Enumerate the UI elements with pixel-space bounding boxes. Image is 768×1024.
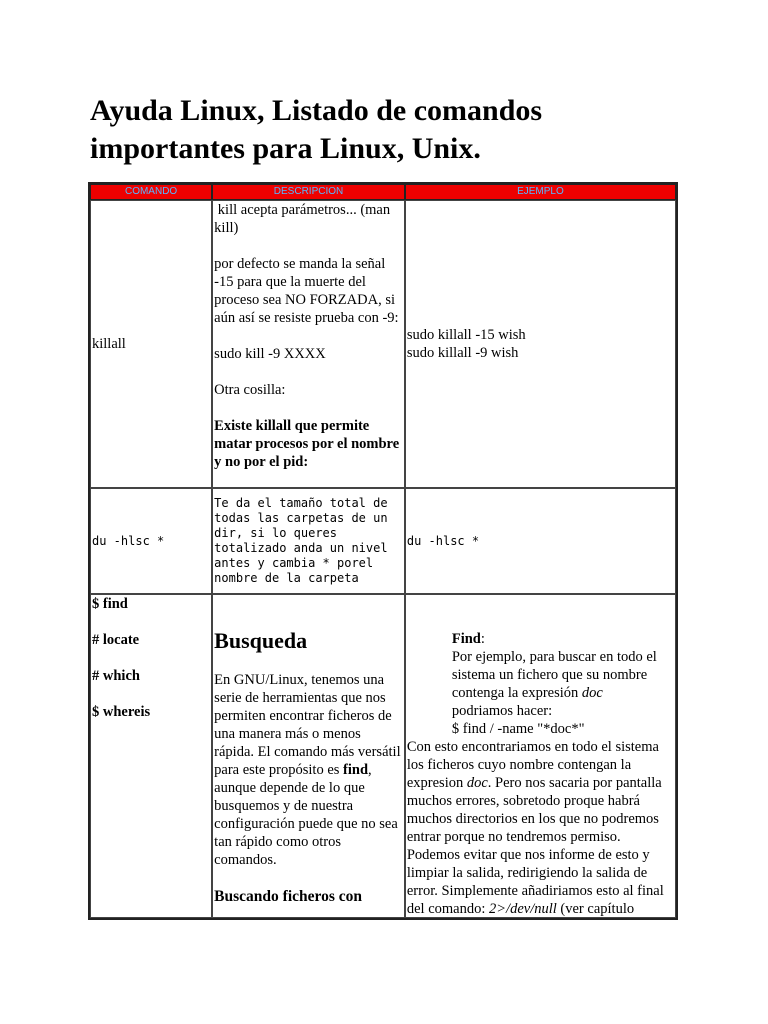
desc-line: Otra cosilla: [214,382,286,398]
command-cell [90,488,212,594]
table-row [90,594,676,918]
command-which: # which [92,668,140,684]
section-heading: Busqueda [214,628,308,653]
example-label: Find: [451,631,485,647]
desc-line: por defecto se manda la señal -15 para que la muerte del proceso sea NO FORZADA, si aún así se resiste prueba con -9: [214,256,399,326]
command-cell [90,594,212,918]
table-header [90,184,676,200]
header-comando: COMANDO [90,184,212,200]
page-title: Ayuda Linux, Listado de comandos importantes para Linux, Unix. [90,94,543,165]
desc-line: kill acepta parámetros... (man kill) [214,202,394,236]
desc-paragraph: En GNU/Linux, tenemos una serie de herramientas que nos permiten encontrar ficheros de una manera más o menos rápida. El comando más versátil para este propósito es find, aunque depende de lo que busquemos y de nuestra configuración puede que no sea tan rápido como otros comandos. [214,672,401,868]
example-cell [405,488,676,594]
command-cell [90,200,212,488]
example-line: du -hlsc * [406,533,480,548]
desc-text: Te da el tamaño total de todas las carpetas de un dir, si lo queres totalizado anda un nivel antes y cambia * porel nombre de la carpeta [214,496,388,585]
command-find: $ find [92,596,128,612]
commands-table [88,182,678,920]
table-row [90,200,676,488]
example-cell [405,200,676,488]
desc-line: Existe killall que permite matar procesos por el nombre y no por el pid: [214,418,400,470]
example-line: sudo killall -9 wish [406,345,519,361]
command-du: du -hlsc * [92,533,165,548]
command-locate: # locate [92,632,140,648]
example-paragraph: Con esto encontrariamos en todo el sistema los ficheros cuyo nombre contengan la expresion doc. Pero nos sacaria por pantalla muchos errores, sobretodo proque habrá muchos directorios en los que no podremos entrar porque no tendremos permiso. Podemos evitar que nos informe de esto y limpiar la salida, redirigiendo la salida de error. Simplemente añadiriamos esto al final del comando: 2>/dev/null (ver capítulo [406,739,664,917]
find-example-block [407,630,674,738]
header-ejemplo: EJEMPLO [405,184,676,200]
subsection-heading: Buscando ficheros con [214,888,363,905]
description-cell [212,200,405,488]
desc-line: sudo kill -9 XXXX [214,346,326,362]
example-line: Por ejemplo, para buscar en todo el sistema un fichero que su nombre contenga la expresión doc [451,649,657,701]
description-cell [212,488,405,594]
example-cell [405,594,676,918]
description-cell [212,594,405,918]
command-killall: killall [92,336,126,352]
table-row [90,488,676,594]
example-line: podriamos hacer: [451,703,553,719]
header-descripcion: DESCRIPCION [212,184,405,200]
example-line: sudo killall -15 wish [406,327,526,343]
example-command: $ find / -name "*doc*" [451,721,585,737]
command-whereis: $ whereis [92,704,151,720]
